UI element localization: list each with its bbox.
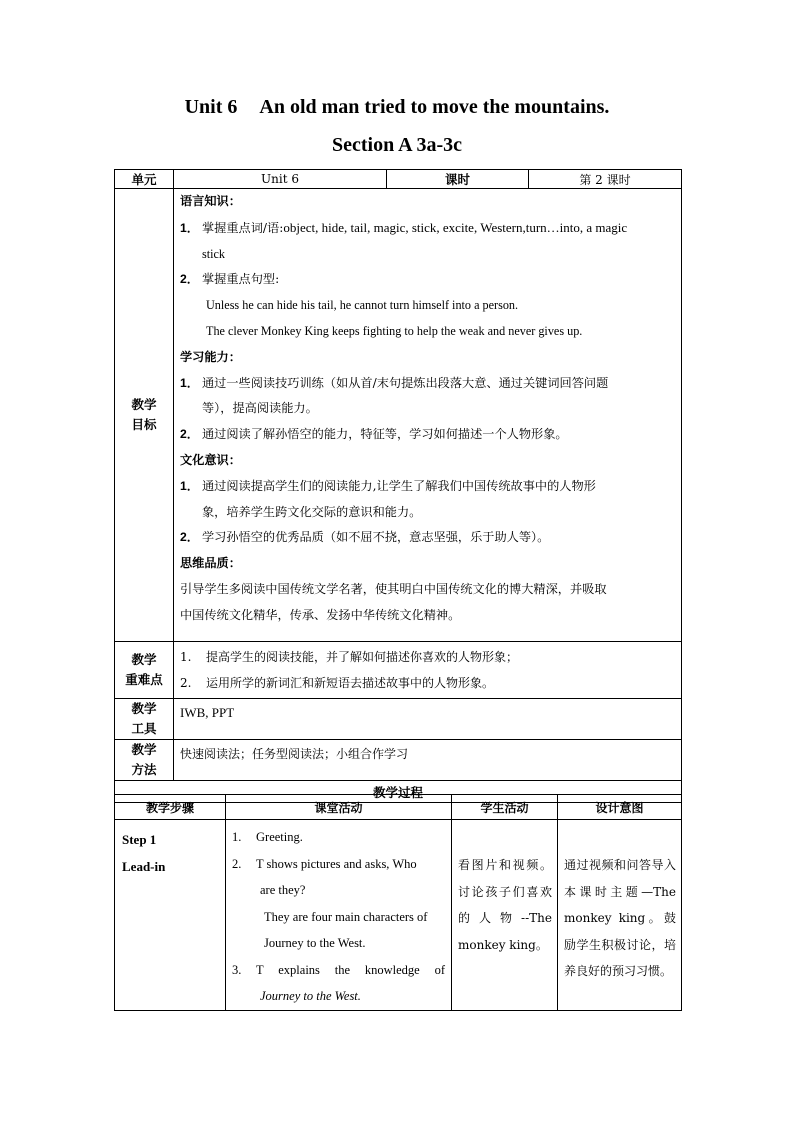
title-unit: Unit 6	[184, 96, 238, 118]
period-label: 课时	[387, 170, 529, 189]
methods-value: 快速阅读法；任务型阅读法；小组合作学习	[174, 740, 682, 781]
process-title: 教学过程	[115, 781, 682, 803]
classroom-activities	[226, 820, 452, 1011]
col-student: 学生活动	[452, 795, 558, 820]
objective-item: 1． 掌握重点词/语:object, hide, tail, magic, stick, excite, Western,turn…into, a magic	[180, 219, 628, 235]
objective-item: 2． 掌握重点句型:	[180, 272, 280, 287]
culture-heading: 文化意识：	[180, 452, 241, 467]
activity-item-cont: They are four main characters of	[264, 909, 428, 924]
process-table	[114, 794, 682, 1011]
col-intent: 设计意图	[558, 795, 682, 820]
objective-item: 2． 学习孙悟空的优秀品质（如不屈不挠，意志坚强，乐于助人等）。	[180, 530, 550, 545]
objective-item-cont: 象，培养学生跨文化交际的意识和能力。	[202, 504, 422, 519]
objective-item: 2． 通过阅读了解孙悟空的能力，特征等，学习如何描述一个人物形象。	[180, 427, 568, 442]
methods-label: 教学 方法	[115, 740, 174, 781]
student-activity: 看图片和视频。讨论孩子们喜欢的人物--The monkey king。	[452, 820, 558, 1011]
activity-item-cont: Journey to the West.	[264, 936, 366, 950]
difficulty-content	[174, 642, 682, 699]
title-text: An old man tried to move the mountains.	[259, 96, 610, 118]
ability-heading: 学习能力：	[180, 349, 241, 364]
design-intent: 通过视频和问答导入本课时主题—The monkey king。鼓励学生积极讨论，培养良好的预习习惯。	[558, 820, 682, 1011]
tools-value: IWB, PPT	[174, 699, 682, 740]
key-sentence: Unless he can hide his tail, he cannot turn himself into a person.	[206, 298, 519, 313]
difficulty-item: 1. 提高学生的阅读技能，并了解如何描述你喜欢的人物形象；	[180, 650, 519, 664]
activity-item: 2. T shows pictures and asks, Who	[232, 856, 417, 871]
col-activity: 课堂活动	[226, 795, 452, 820]
unit-label: 单元	[115, 170, 174, 189]
tools-label: 教学 工具	[115, 699, 174, 740]
document-subtitle: Section A 3a-3c	[332, 134, 462, 156]
document-title	[0, 96, 794, 119]
period-value: 第 2 课时	[529, 170, 682, 189]
activity-item: 1. Greeting.	[232, 830, 303, 844]
objectives-content	[174, 189, 682, 642]
objective-item-cont: 等），提高阅读能力。	[202, 401, 318, 416]
objective-item: 1． 通过一些阅读技巧训练（如从首/末句提炼出段落大意、通过关键词回答问题	[180, 375, 609, 390]
activity-item-cont: are they?	[260, 883, 306, 897]
lesson-plan-table	[114, 169, 682, 803]
objective-item-cont: stick	[202, 246, 226, 261]
step-name: Step 1 Lead-in	[115, 820, 226, 1011]
thinking-heading: 思维品质：	[180, 556, 241, 571]
activity-item: 3. T explains the knowledge of	[232, 962, 445, 977]
unit-value: Unit 6	[174, 170, 387, 189]
language-knowledge-heading: 语言知识：	[180, 194, 241, 208]
difficulty-label: 教学 重难点	[115, 642, 174, 699]
thinking-text: 引导学生多阅读中国传统文学名著，使其明白中国传统文化的博大精深，并吸取	[180, 581, 607, 596]
key-sentence: The clever Monkey King keeps fighting to help the weak and never gives up.	[206, 323, 583, 338]
objectives-label: 教学 目标	[115, 189, 174, 642]
objective-item: 1． 通过阅读提高学生们的阅读能力,让学生了解我们中国传统故事中的人物形	[180, 478, 596, 493]
thinking-text: 中国传统文化精华，传承、发扬中华传统文化精神。	[180, 607, 461, 622]
col-steps: 教学步骤	[115, 795, 226, 820]
difficulty-item: 2. 运用所学的新词汇和新短语去描述故事中的人物形象。	[180, 676, 495, 690]
activity-item-cont: Journey to the West.	[260, 989, 361, 1003]
